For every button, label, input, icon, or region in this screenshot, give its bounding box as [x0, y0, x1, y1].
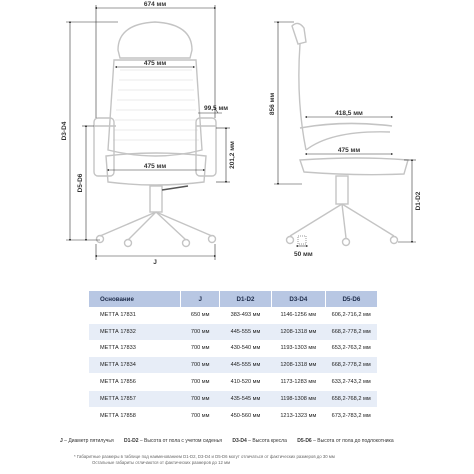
table-cell: 1173-1283 мм	[271, 374, 325, 391]
table-cell: 1213-1323 мм	[271, 407, 325, 424]
table-cell: 653,2-763,2 мм	[325, 340, 377, 357]
table-cell: 650 мм	[181, 307, 220, 323]
legend-item: D5-D6 – Высота от пола до подлокотника	[297, 438, 394, 444]
table-cell: 658,2-768,2 мм	[325, 390, 377, 407]
dim-d5-d6: D5-D6	[77, 173, 84, 193]
dim-armrest-width: 99,5 мм	[204, 105, 229, 112]
table-row	[89, 407, 377, 424]
table-cell: 1198-1308 мм	[271, 390, 325, 407]
legend	[60, 438, 420, 444]
caster-detail-icon	[298, 236, 306, 244]
col-header-base: Основание	[89, 291, 181, 307]
mesh-back	[113, 70, 199, 140]
table-cell: 445-555 мм	[220, 323, 272, 340]
table-cell: 700 мм	[181, 340, 220, 357]
table-row	[89, 390, 377, 407]
dim-width-top: 674 мм	[143, 1, 167, 8]
table-cell: 700 мм	[181, 390, 220, 407]
table-cell: 633,2-743,2 мм	[325, 374, 377, 391]
specs-table	[89, 291, 377, 425]
table-cell: 1208-1318 мм	[271, 357, 325, 374]
table-cell: 450-560 мм	[220, 407, 272, 424]
table-cell: 435-545 мм	[220, 390, 272, 407]
dim-side-seat: 475 мм	[337, 147, 361, 154]
legend-item: D3-D4 – Высота кресла	[232, 438, 287, 444]
dim-caster: 50 мм	[294, 251, 313, 258]
table-cell: 410-520 мм	[220, 374, 272, 391]
table-cell: 606,2-716,2 мм	[325, 307, 377, 323]
side-view-chair	[287, 23, 409, 245]
col-header-d1-d2: D1-D2	[220, 291, 272, 307]
table-row	[89, 374, 377, 391]
table-cell: 1193-1303 мм	[271, 340, 325, 357]
table-cell: 430-540 мм	[220, 340, 272, 357]
table-cell: МЕТТА 17857	[89, 390, 181, 407]
legend-item: D1-D2 – Высота от пола с учетом сиденья	[124, 438, 222, 444]
table-cell: 700 мм	[181, 374, 220, 391]
footnote	[74, 454, 414, 465]
dim-armrest-height: 201,2 мм	[229, 141, 236, 169]
footnote-line: * Габаритные размеры в таблице под наименованием D1-D2, D3-D4 и D5-D6 могут отличаться от фактических размеров до 30 мм	[74, 454, 335, 459]
legend-item: J – Диаметр пятилучья	[60, 438, 114, 444]
table-cell: 1146-1256 мм	[271, 307, 325, 323]
col-header-j: J	[181, 291, 220, 307]
table-cell: МЕТТА 17831	[89, 307, 181, 323]
table-cell: 383-493 мм	[220, 307, 272, 323]
table-row	[89, 307, 377, 323]
dim-side-height: 856 мм	[269, 92, 276, 116]
col-header-d3-d4: D3-D4	[271, 291, 325, 307]
table-cell: 700 мм	[181, 323, 220, 340]
table-cell: МЕТТА 17856	[89, 374, 181, 391]
table-cell: МЕТТА 17858	[89, 407, 181, 424]
table-cell: 668,2-778,2 мм	[325, 323, 377, 340]
table-cell: 700 мм	[181, 357, 220, 374]
table-cell: МЕТТА 17833	[89, 340, 181, 357]
table-row	[89, 340, 377, 357]
dim-back-width: 475 мм	[143, 60, 167, 67]
table-cell: МЕТТА 17834	[89, 357, 181, 374]
table-cell: 445-555 мм	[220, 357, 272, 374]
dim-d3-d4: D3-D4	[61, 121, 68, 141]
table-cell: 700 мм	[181, 407, 220, 424]
footnote-line: Остальные габариты отличаются от фактических размеров до 12 мм	[92, 459, 231, 465]
col-header-d5-d6: D5-D6	[325, 291, 377, 307]
table-row	[89, 357, 377, 374]
dim-d1-d2: D1-D2	[415, 191, 422, 211]
dim-j: J	[153, 259, 157, 266]
dim-side-armrest: 418,5 мм	[335, 110, 363, 117]
dim-seat-width: 475 мм	[143, 163, 167, 170]
table-cell: 673,2-783,2 мм	[325, 407, 377, 424]
lever-icon	[162, 186, 188, 190]
table-row	[89, 323, 377, 340]
table-cell: 1208-1318 мм	[271, 323, 325, 340]
table-header-row	[89, 291, 377, 307]
table-cell: 668,2-778,2 мм	[325, 357, 377, 374]
front-view-chair	[94, 22, 216, 247]
table-cell: МЕТТА 17832	[89, 323, 181, 340]
